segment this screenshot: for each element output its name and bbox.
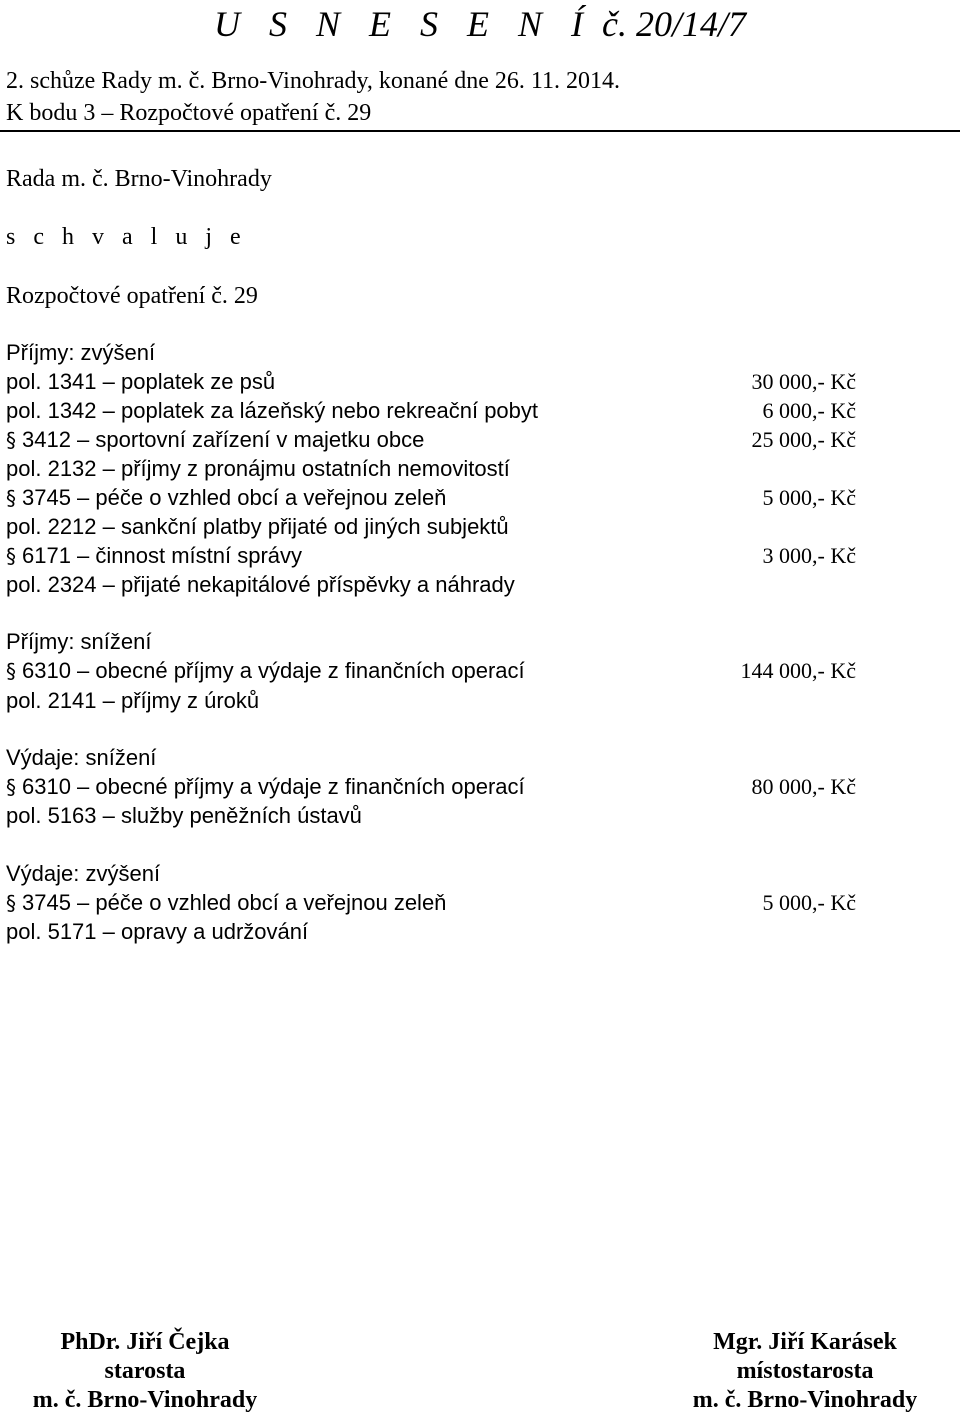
- resolution-number: č. 20/14/7: [602, 4, 746, 44]
- line-text: pol. 1342 – poplatek za lázeňský nebo rekreační pobyt: [6, 398, 539, 423]
- budget-line: [6, 512, 866, 542]
- signatory-name: PhDr. Jiří Čejka: [60, 1329, 230, 1355]
- signature-left: [10, 1328, 280, 1415]
- section-sign-icon: §: [6, 428, 16, 452]
- meeting-line: 2. schůze Rady m. č. Brno-Vinohrady, konané dne 26. 11. 2014.: [6, 68, 620, 94]
- agenda-item: K bodu 3 – Rozpočtové opatření č. 29: [6, 100, 372, 126]
- signatory-name: Mgr. Jiří Karásek: [713, 1329, 897, 1355]
- signature-right: [670, 1328, 940, 1415]
- council-body: Rada m. č. Brno-Vinohrady: [6, 166, 272, 192]
- signatory-role: starosta: [104, 1358, 186, 1384]
- section-sign-icon: §: [6, 659, 16, 683]
- line-amount: 30 000,- Kč: [751, 369, 856, 394]
- budget-line: [6, 367, 866, 397]
- section-sign-icon: §: [6, 891, 16, 915]
- header-divider: [0, 130, 960, 132]
- budget-line: [6, 772, 866, 802]
- section-sign-icon: §: [6, 775, 16, 799]
- section-expense-decrease: Výdaje: snížení: [6, 745, 157, 770]
- line-text: 3412 – sportovní zařízení v majetku obce: [22, 427, 425, 452]
- line-text: pol. 5171 – opravy a udržování: [6, 919, 309, 944]
- line-amount: 5 000,- Kč: [762, 485, 856, 510]
- line-amount: 5 000,- Kč: [762, 890, 856, 915]
- section-income-decrease: Příjmy: snížení: [6, 629, 152, 654]
- budget-line: [6, 454, 866, 484]
- budget-line: [6, 570, 866, 600]
- budget-line: [6, 917, 866, 947]
- section-sign-icon: §: [6, 486, 16, 510]
- line-amount: 3 000,- Kč: [762, 543, 856, 568]
- budget-line: [6, 396, 866, 426]
- line-text: 6171 – činnost místní správy: [22, 543, 303, 568]
- line-text: 6310 – obecné příjmy a výdaje z finančních operací: [22, 774, 525, 799]
- signatory-role: místostarosta: [736, 1358, 874, 1384]
- budget-line: [6, 656, 866, 686]
- budget-line: [6, 483, 866, 513]
- approves-verb: s c h v a l u j e: [6, 224, 247, 250]
- line-text: pol. 1341 – poplatek ze psů: [6, 369, 276, 394]
- budget-line: [6, 801, 866, 831]
- line-amount: 6 000,- Kč: [762, 398, 856, 423]
- line-text: pol. 5163 – služby peněžních ústavů: [6, 803, 362, 828]
- budget-line: [6, 425, 866, 455]
- line-amount: 80 000,- Kč: [751, 774, 856, 799]
- budget-line: [6, 541, 866, 571]
- line-text: pol. 2324 – přijaté nekapitálové příspěvky a náhrady: [6, 572, 515, 597]
- section-income-increase: Příjmy: zvýšení: [6, 340, 156, 365]
- title-word: U S N E S E N Í: [214, 4, 593, 44]
- line-text: 3745 – péče o vzhled obcí a veřejnou zeleň: [22, 485, 447, 510]
- line-amount: 25 000,- Kč: [751, 427, 856, 452]
- budget-line: [6, 686, 866, 716]
- line-text: pol. 2132 – příjmy z pronájmu ostatních nemovitostí: [6, 456, 510, 481]
- budget-measure: Rozpočtové opatření č. 29: [6, 283, 258, 309]
- signatory-org: m. č. Brno-Vinohrady: [692, 1387, 918, 1413]
- line-text: pol. 2212 – sankční platby přijaté od jiných subjektů: [6, 514, 509, 539]
- signatory-org: m. č. Brno-Vinohrady: [32, 1387, 258, 1413]
- budget-line: [6, 888, 866, 918]
- line-amount: 144 000,- Kč: [740, 658, 856, 683]
- document-title: [0, 2, 960, 46]
- line-text: 3745 – péče o vzhled obcí a veřejnou zeleň: [22, 890, 447, 915]
- section-expense-increase: Výdaje: zvýšení: [6, 861, 161, 886]
- section-sign-icon: §: [6, 544, 16, 568]
- line-text: 6310 – obecné příjmy a výdaje z finančních operací: [22, 658, 525, 683]
- line-text: pol. 2141 – příjmy z úroků: [6, 688, 260, 713]
